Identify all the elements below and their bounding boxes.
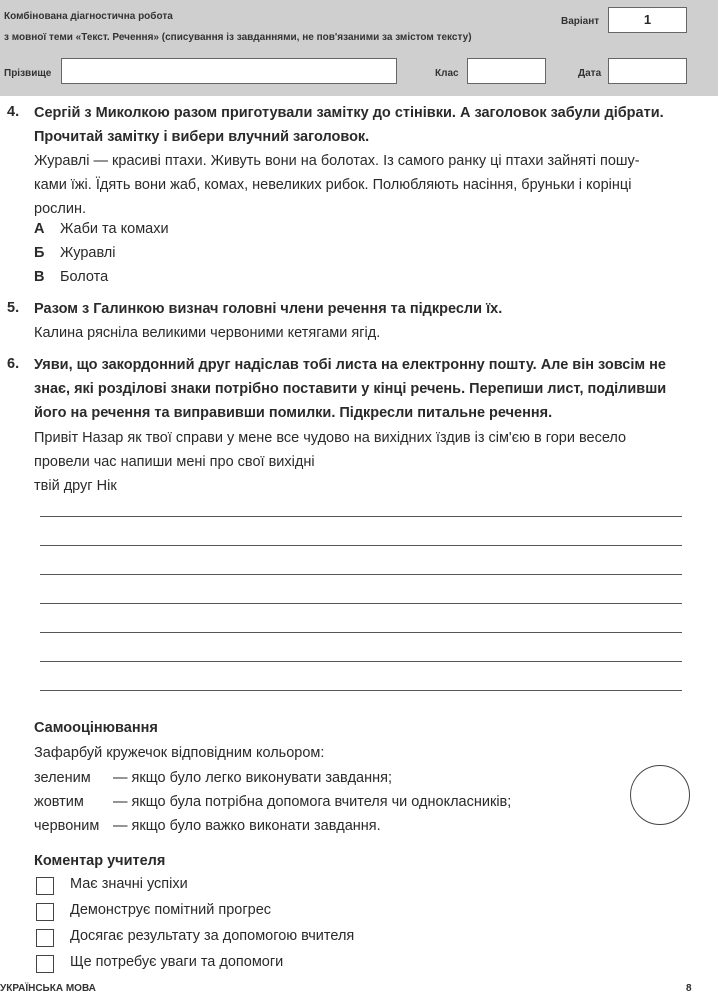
option-text: Журавлі xyxy=(60,245,116,261)
task-question xyxy=(34,101,698,149)
worksheet-header xyxy=(0,0,718,96)
answer-option-b[interactable] xyxy=(34,245,116,261)
task-number: 5. xyxy=(7,300,20,316)
assessment-color: жовтим xyxy=(34,794,84,810)
assessment-text: — якщо було легко виконувати завдання; xyxy=(113,770,392,786)
assessment-row xyxy=(34,790,698,814)
footer-subject: УКРАЇНСЬКА МОВА xyxy=(0,983,96,994)
text-line: ками їжі. Їдять вони жаб, комах, невеликих рибок. Полюбляють насіння, бруньки і корінці xyxy=(34,177,632,193)
comment-label: Досягає результату за допомогою вчителя xyxy=(70,928,355,944)
comment-label: Має значні успіхи xyxy=(70,876,188,892)
option-text: Жаби та комахи xyxy=(60,221,169,237)
assessment-row xyxy=(34,814,698,838)
surname-field[interactable] xyxy=(61,58,397,84)
option-letter: Б xyxy=(34,245,45,261)
option-text: Болота xyxy=(60,269,109,285)
assessment-row xyxy=(34,766,698,790)
question-line: знає, які розділові знаки потрібно поставити у кінці речень. Перепиши лист, поділивши xyxy=(34,381,667,397)
writing-line[interactable] xyxy=(40,632,682,633)
task-text: Калина рясніла великими червоними кетягами ягід. xyxy=(34,325,381,341)
comment-checkbox[interactable] xyxy=(36,877,54,895)
task-question: Разом з Галинкою визнач головні члени речення та підкресли їх. xyxy=(34,301,503,317)
comment-label: Ще потребує уваги та допомоги xyxy=(70,954,284,970)
teacher-comment-title: Коментар учителя xyxy=(34,853,166,869)
page-number: 8 xyxy=(686,983,692,994)
worksheet-subtitle: з мовної теми «Текст. Речення» (списування із завданнями, не пов'язаними за змістом тексту) xyxy=(4,32,472,43)
comment-checkbox[interactable] xyxy=(36,929,54,947)
self-assessment-title: Самооцінювання xyxy=(34,720,158,736)
option-letter: В xyxy=(34,269,45,285)
question-line: Прочитай замітку і вибери влучний заголовок. xyxy=(34,129,370,145)
question-line: Уяви, що закордонний друг надіслав тобі листа на електронну пошту. Але він зовсім не xyxy=(34,357,666,373)
letter-line: твій друг Нік xyxy=(34,478,117,494)
variant-box: 1 xyxy=(608,7,687,33)
task-question xyxy=(34,353,698,425)
class-label: Клас xyxy=(435,68,459,79)
worksheet-title: Комбінована діагностична робота xyxy=(4,11,173,22)
task-number: 4. xyxy=(7,104,20,120)
writing-line[interactable] xyxy=(40,603,682,604)
letter-line: Привіт Назар як твої справи у мене все чудово на вихідних їздив із сім'єю в гори весело xyxy=(34,430,627,446)
comment-checkbox[interactable] xyxy=(36,903,54,921)
text-line: Журавлі — красиві птахи. Живуть вони на болотах. Із самого ранку ці птахи зайняті пошу- xyxy=(34,153,640,169)
date-label: Дата xyxy=(578,68,602,79)
assessment-color: червоним xyxy=(34,818,100,834)
assessment-color: зеленим xyxy=(34,770,91,786)
text-line: рослин. xyxy=(34,201,86,217)
question-line: Сергій з Миколкою разом приготували замітку до стінівки. А заголовок забули дібрати. xyxy=(34,105,664,121)
self-assessment-instruction: Зафарбуй кружечок відповідним кольором: xyxy=(34,745,325,761)
assessment-text: — якщо було важко виконати завдання. xyxy=(113,818,381,834)
writing-line[interactable] xyxy=(40,545,682,546)
option-letter: А xyxy=(34,221,45,237)
letter-text xyxy=(34,426,698,498)
answer-option-a[interactable] xyxy=(34,221,169,237)
question-line: його на речення та виправивши помилки. Підкресли питальне речення. xyxy=(34,405,553,421)
answer-option-v[interactable] xyxy=(34,269,108,285)
writing-line[interactable] xyxy=(40,690,682,691)
assessment-text: — якщо була потрібна допомога вчителя чи однокласників; xyxy=(113,794,512,810)
letter-line: провели час напиши мені про свої вихідні xyxy=(34,454,315,470)
self-assessment-circle[interactable] xyxy=(630,765,690,825)
comment-checkbox[interactable] xyxy=(36,955,54,973)
surname-label: Прізвище xyxy=(4,68,52,79)
writing-line[interactable] xyxy=(40,516,682,517)
writing-line[interactable] xyxy=(40,661,682,662)
date-field[interactable] xyxy=(608,58,687,84)
variant-label: Варіант xyxy=(561,16,600,27)
task-text xyxy=(34,149,698,221)
comment-label: Демонструє помітний прогрес xyxy=(70,902,272,918)
class-field[interactable] xyxy=(467,58,546,84)
task-number: 6. xyxy=(7,356,20,372)
writing-line[interactable] xyxy=(40,574,682,575)
